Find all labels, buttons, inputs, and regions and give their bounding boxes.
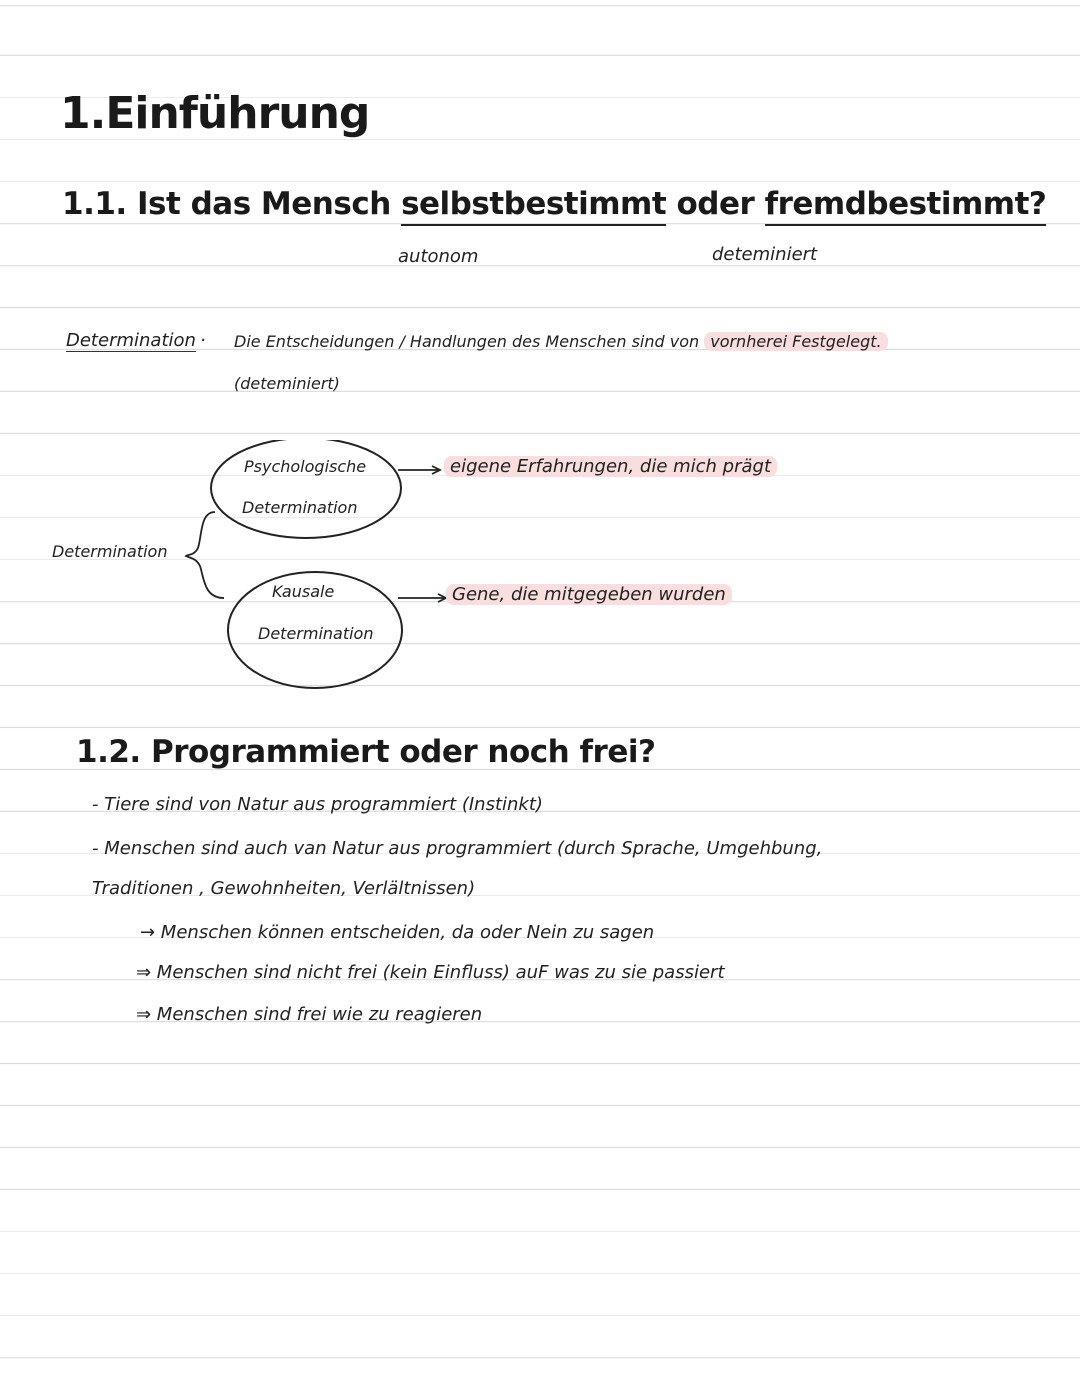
- psychological-node-ellipse: [211, 440, 401, 538]
- section2-heading: 1.2. Programmiert oder noch frei?: [76, 734, 656, 770]
- fremdbestimmt-word: fremdbestimmt?: [765, 186, 1047, 226]
- bullet-menschen-line2: Traditionen , Gewohnheiten, Verlältnissen): [92, 878, 476, 899]
- definition-text-line2: (deteminiert): [234, 374, 340, 393]
- section1-heading: [62, 186, 1046, 222]
- annotation-autonom: autonom: [398, 246, 479, 267]
- definition-separator: ·: [200, 330, 206, 351]
- conclusion-arrow-3: ⇒ Menschen sind frei wie zu reagieren: [136, 1004, 483, 1025]
- definition-text: [234, 332, 888, 351]
- definition-text-main: Die Entscheidungen / Handlungen des Menschen sind von: [234, 332, 700, 351]
- definition-term: [66, 330, 196, 351]
- node2-label-line1: Kausale: [272, 582, 335, 601]
- section1-heading-middle: oder: [676, 186, 755, 222]
- node2-label-line2: Determination: [258, 624, 374, 643]
- bullet-tiere: - Tiere sind von Natur aus programmiert (Instinkt): [92, 794, 543, 815]
- bullet-menschen-line1: - Menschen sind auch van Natur aus programmiert (durch Sprache, Umgehbung,: [92, 838, 823, 859]
- selbstbestimmt-word: selbstbestimmt: [401, 186, 666, 226]
- node1-result: [444, 456, 777, 477]
- determination-diagram: [0, 440, 1080, 700]
- definition-text-highlight: vornherei Festgelegt.: [704, 332, 887, 351]
- node1-result-text: eigene Erfahrungen, die mich prägt: [444, 456, 777, 477]
- page-title: 1.Einführung: [60, 88, 370, 139]
- node2-result-text: Gene, die mitgegeben wurden: [446, 584, 732, 605]
- diagram-root-label: Determination: [52, 542, 168, 561]
- brace-icon: [186, 512, 224, 598]
- conclusion-arrow-2: ⇒ Menschen sind nicht frei (kein Einfluss) auF was zu sie passiert: [136, 962, 725, 983]
- conclusion-arrow-1: → Menschen können entscheiden, da oder Nein zu sagen: [140, 922, 655, 943]
- node1-label-line1: Psychologische: [244, 457, 367, 476]
- node2-result: [446, 584, 732, 605]
- definition-term-text: Determination: [66, 330, 196, 351]
- annotation-deteminiert: deteminiert: [712, 244, 818, 265]
- section1-heading-prefix: 1.1. Ist das Mensch: [62, 186, 391, 222]
- node1-label-line2: Determination: [242, 498, 358, 517]
